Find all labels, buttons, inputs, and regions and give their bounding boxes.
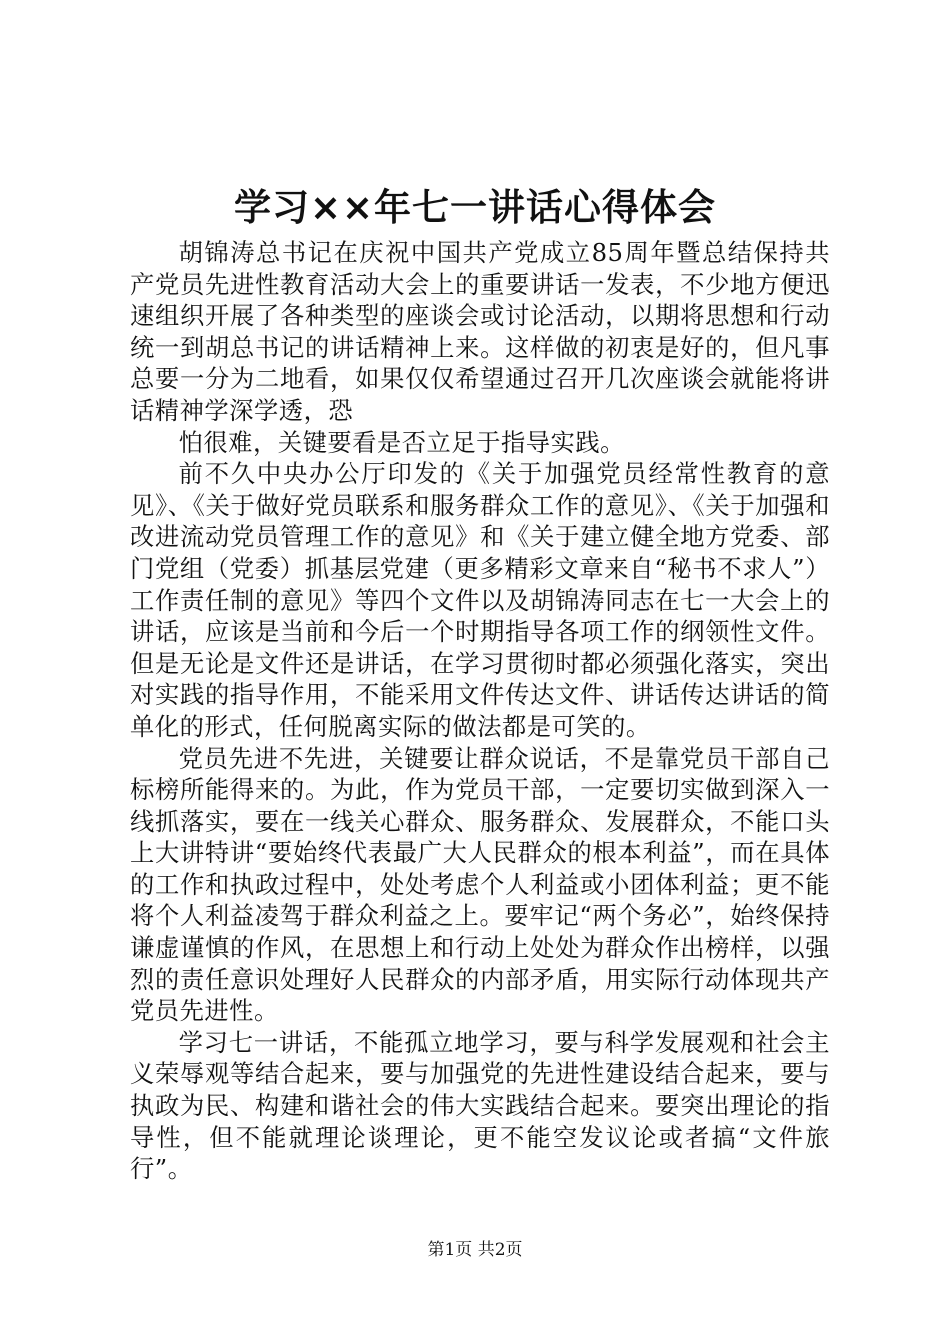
paragraph: 前不久中央办公厅印发的《关于加强党员经常性教育的意见》、《关于做好党员联系和服务群众工作的意见》、《关于加强和改进流动党员管理工作的意见》和《关于建立健全地方党委、部门党组（党委）抓基层党建（更多精彩文章来自“秘书不求人”）工作责任制的意见》等四个文件以及胡锦涛同志在七一大会上的讲话，应该是当前和今后一个时期指导各项工作的纲领性文件。但是无论是文件还是讲话，在学习贯彻时都必须强化落实，突出对实践的指导作用，不能采用文件传达文件、讲话传达讲话的简单化的形式，任何脱离实际的做法都是可笑的。 (130, 459, 830, 741)
document-body (130, 237, 830, 1185)
document-title: 学习××年七一讲话心得体会 (233, 186, 716, 229)
paragraph: 胡锦涛总书记在庆祝中国共产党成立85周年暨总结保持共产党员先进性教育活动大会上的重要讲话一发表，不少地方便迅速组织开展了各种类型的座谈会或讨论活动，以期将思想和行动统一到胡总书记的讲话精神上来。这样做的初衷是好的，但凡事总要一分为二地看，如果仅仅希望通过召开几次座谈会就能将讲话精神学深学透，恐 (130, 238, 830, 425)
paragraph: 党员先进不先进，关键要让群众说话，不是靠党员干部自己标榜所能得来的。为此，作为党员干部，一定要切实做到深入一线抓落实，要在一线关心群众、服务群众、发展群众，不能口头上大讲特讲“要始终代表最广大人民群众的根本利益”，而在具体的工作和执政过程中，处处考虑个人利益或小团体利益；更不能将个人利益凌驾于群众利益之上。要牢记“两个务必”，始终保持谦虚谨慎的作风，在思想上和行动上处处为群众作出榜样，以强烈的责任意识处理好人民群众的内部矛盾，用实际行动体现共产党员先进性。 (130, 743, 830, 1026)
page-number-footer: 第1页 共2页 (427, 1240, 523, 1260)
paragraph: 学习七一讲话，不能孤立地学习，要与科学发展观和社会主义荣辱观等结合起来，要与加强党的先进性建设结合起来，要与执政为民、构建和谐社会的伟大实践结合起来。要突出理论的指导性，但不能就理论谈理论，更不能空发议论或者搞“文件旅行”。 (130, 1027, 830, 1184)
paragraph: 怕很难，关键要看是否立足于指导实践。 (178, 427, 625, 457)
